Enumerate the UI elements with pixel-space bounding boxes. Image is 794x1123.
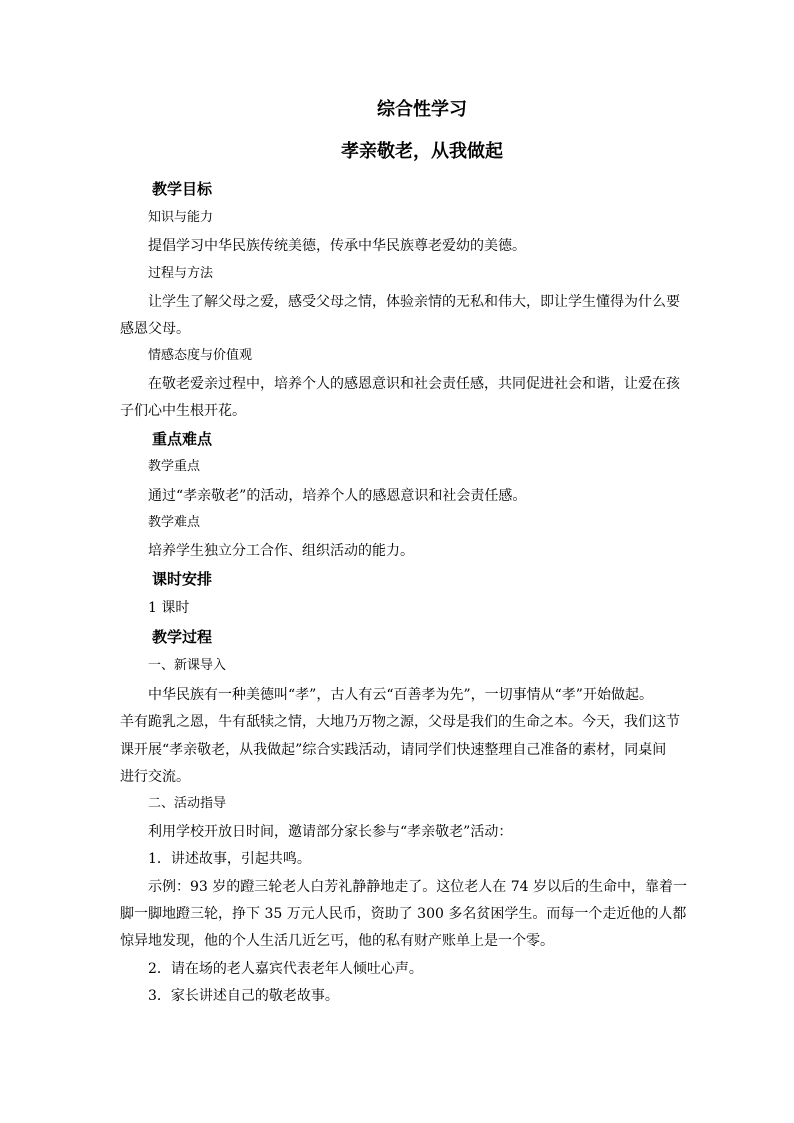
page-title: 综合性学习 xyxy=(377,99,467,120)
difficulty-text: 培养学生独立分工合作、组织活动的能力。 xyxy=(148,543,414,559)
activity-item-1: 1．讲述故事，引起共鸣。 xyxy=(148,851,311,867)
example-text-line1: 示例：93 岁的蹬三轮老人白芳礼静静地走了。这位老人在 74 岁以后的生命中，靠着一 xyxy=(148,879,687,895)
process-method-heading: 过程与方法 xyxy=(148,266,214,281)
process-method-text-line2: 感恩父母。 xyxy=(120,321,190,337)
emotion-heading: 情感态度与价值观 xyxy=(148,348,253,363)
guide-text: 利用学校开放日时间，邀请部分家长参与“孝亲敬老”活动： xyxy=(148,824,513,840)
knowledge-heading: 知识与能力 xyxy=(148,210,214,225)
emotion-text-line1: 在敬老爱亲过程中，培养个人的感恩意识和社会责任感，共同促进社会和谐，让爱在孩 xyxy=(148,376,680,392)
intro-text-line1: 中华民族有一种美德叫“孝”，古人有云“百善孝为先”，一切事情从“孝”开始做起。 xyxy=(148,687,653,703)
activity-item-3: 3．家长讲述自己的敬老故事。 xyxy=(148,988,339,1004)
example-text-line2: 脚一脚地蹬三轮，挣下 35 万元人民币，资助了 300 多名贫困学生。而每一个走近他的人都 xyxy=(120,906,687,922)
intro-text-line3: 课开展“孝亲敬老，从我做起”综合实践活动，请同学们快速整理自己准备的素材，同桌间 xyxy=(120,742,667,758)
schedule-heading: 课时安排 xyxy=(152,570,213,588)
intro-text-line2: 羊有跪乳之恩，牛有舐犊之情，大地乃万物之源，父母是我们的生命之本。今天，我们这节 xyxy=(120,714,680,730)
activity-item-2: 2．请在场的老人嘉宾代表老年人倾吐心声。 xyxy=(148,961,423,977)
intro-heading: 一、新课导入 xyxy=(148,658,227,673)
intro-text-line4: 进行交流。 xyxy=(120,769,190,785)
process-method-text-line1: 让学生了解父母之爱，感受父母之情，体验亲情的无私和伟大，即让学生懂得为什么要 xyxy=(148,294,680,310)
key-points-heading: 重点难点 xyxy=(152,430,213,448)
guide-heading: 二、活动指导 xyxy=(148,796,227,811)
objectives-heading: 教学目标 xyxy=(152,180,213,198)
emotion-text-line2: 子们心中生根开花。 xyxy=(120,403,246,419)
example-text-line3: 惊异地发现，他的个人生活几近乞丐，他的私有财产账单上是一个零。 xyxy=(120,933,554,949)
focus-heading: 教学重点 xyxy=(148,459,201,474)
knowledge-text: 提倡学习中华民族传统美德，传承中华民族尊老爱幼的美德。 xyxy=(148,238,526,254)
difficulty-heading: 教学难点 xyxy=(148,515,201,530)
page-subtitle: 孝亲敬老，从我做起 xyxy=(341,141,503,162)
schedule-text: 1 课时 xyxy=(148,600,190,616)
teaching-process-heading: 教学过程 xyxy=(152,628,213,646)
focus-text: 通过“孝亲敬老”的活动，培养个人的感恩意识和社会责任感。 xyxy=(148,488,527,504)
